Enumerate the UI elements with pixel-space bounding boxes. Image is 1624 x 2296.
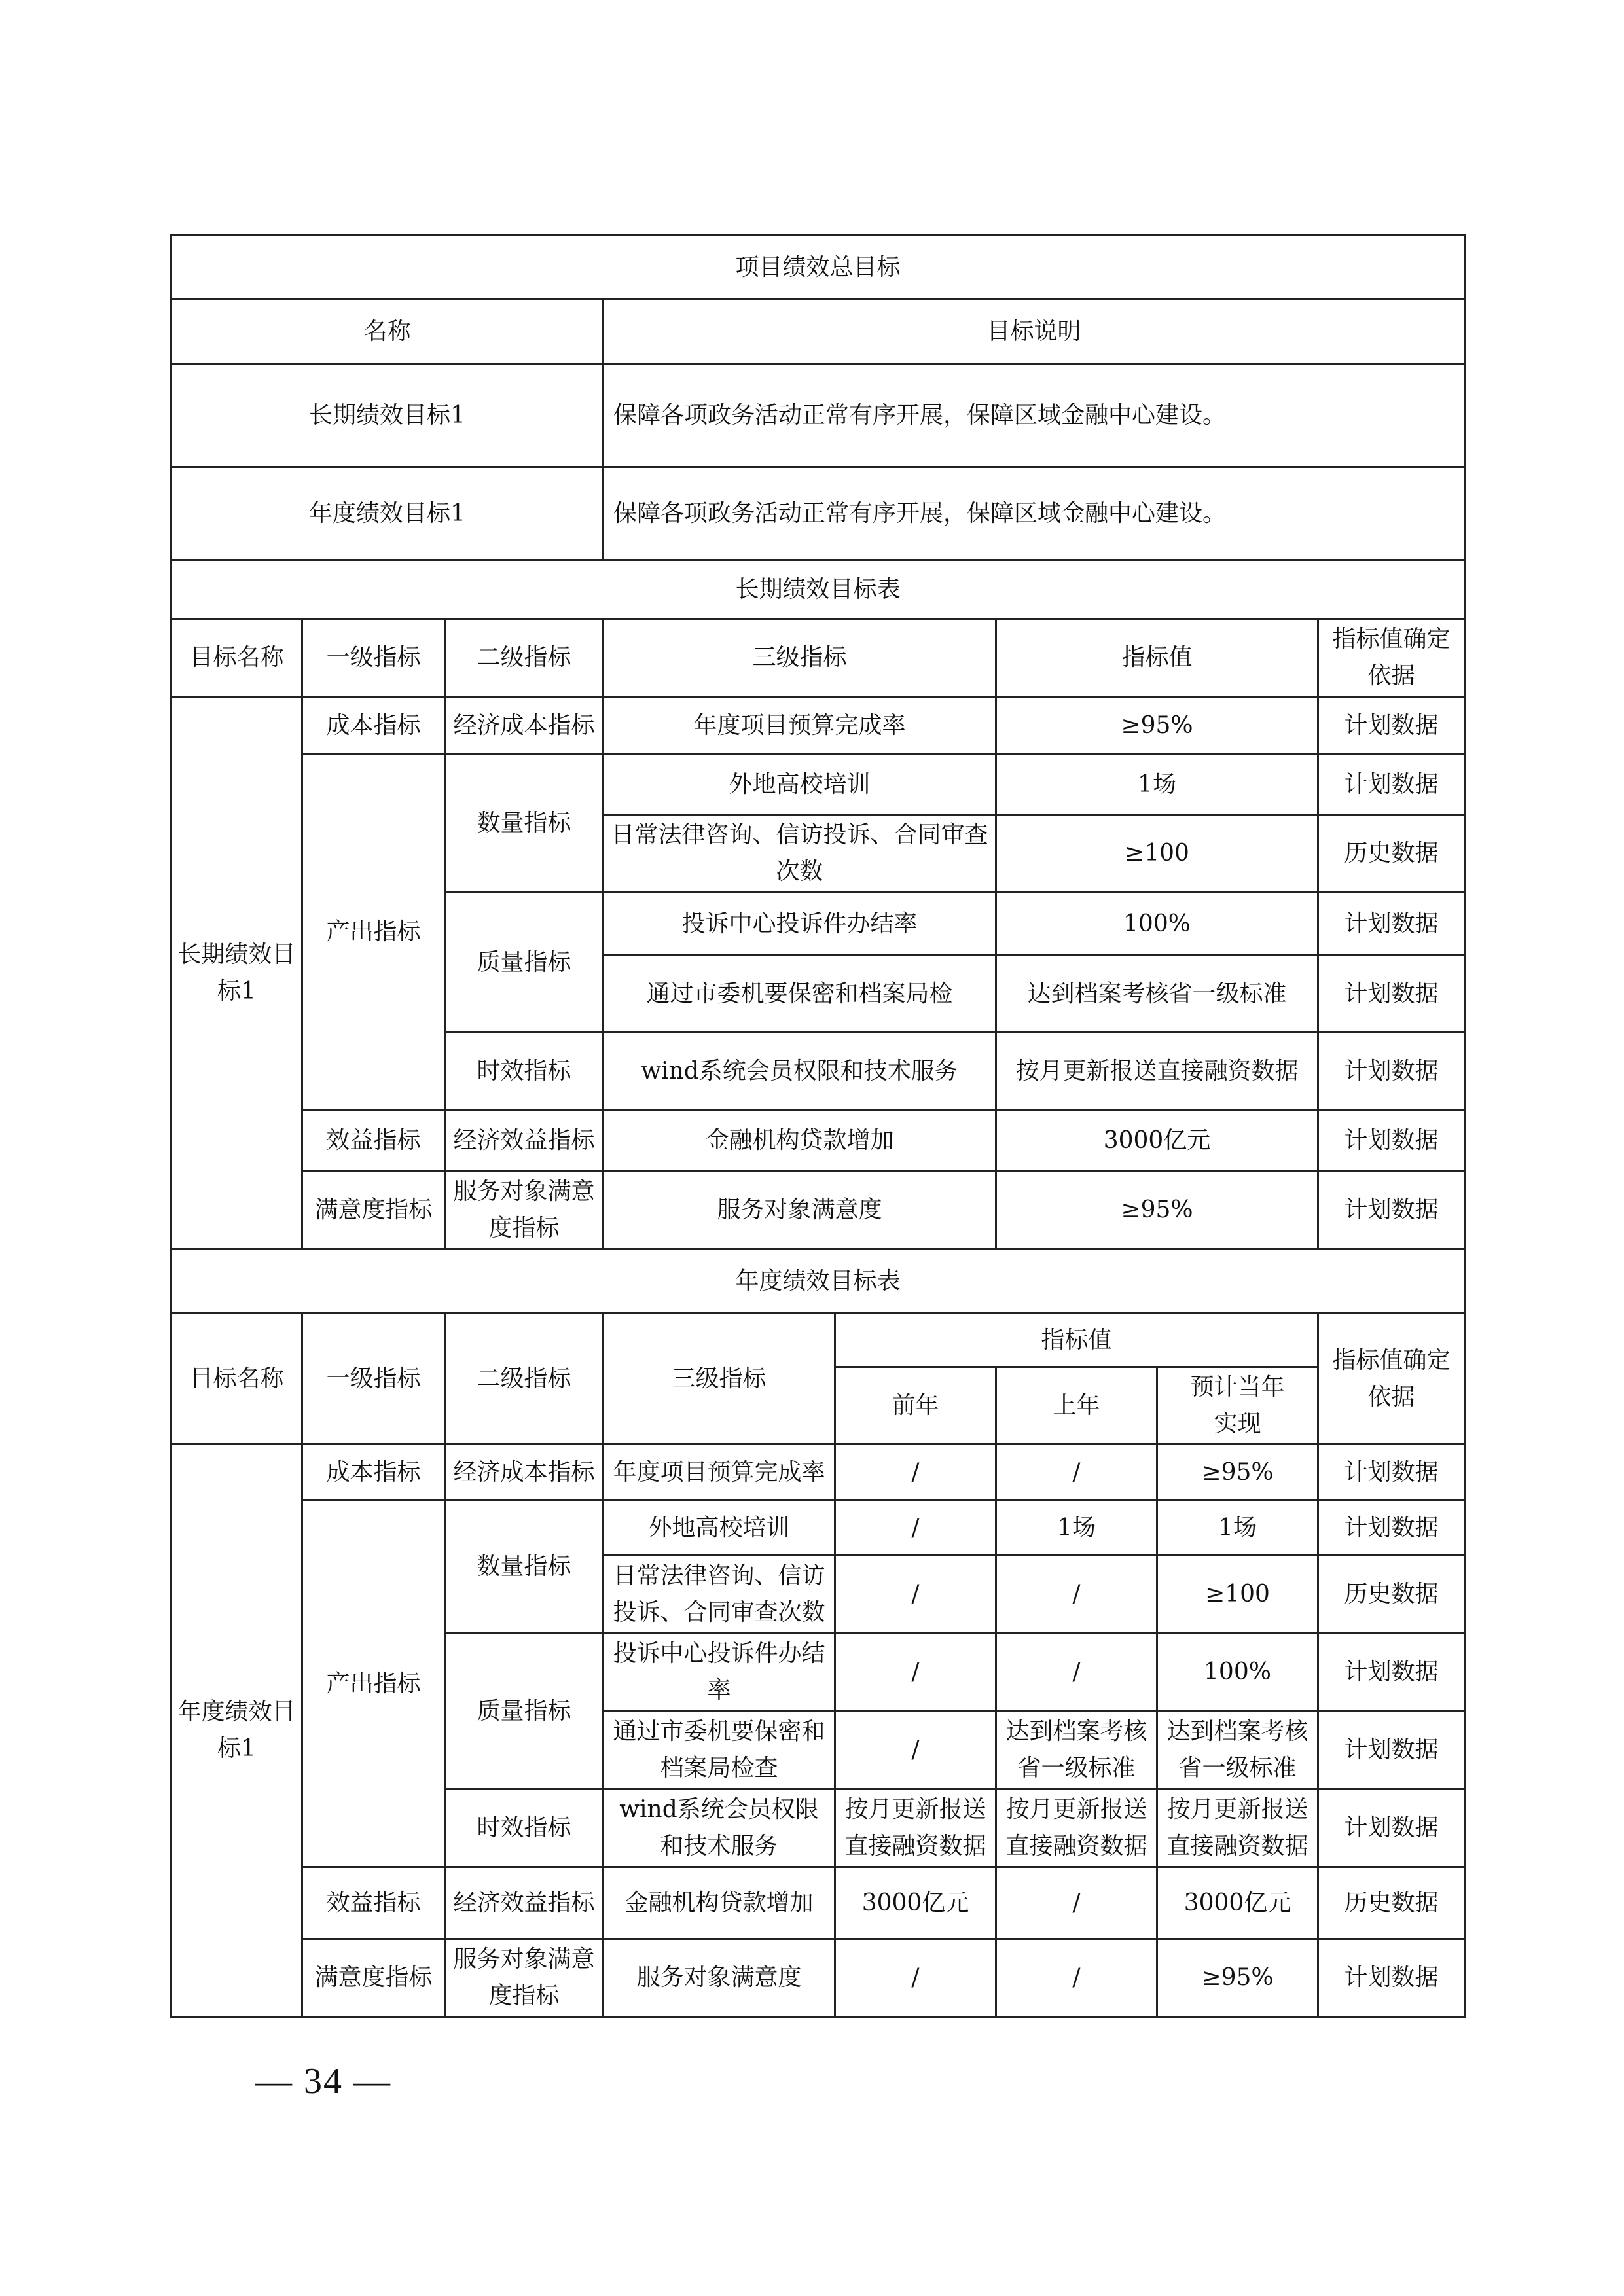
level2-cell: 数量指标 [445, 1501, 604, 1634]
value-cell: ≥95% [996, 1172, 1318, 1249]
prev1-cell: / [996, 1444, 1157, 1501]
summary-row [171, 364, 1465, 467]
level3-cell: 投诉中心投诉件办结率 [604, 1634, 835, 1712]
prev1-cell: / [996, 1634, 1157, 1712]
expected-cell: ≥95% [1157, 1939, 1318, 2017]
basis-cell: 计划数据 [1318, 893, 1465, 956]
basis-cell: 计划数据 [1318, 697, 1465, 755]
table-row [171, 1444, 1465, 1501]
prev2-cell: / [835, 1501, 996, 1556]
table-row [171, 1110, 1465, 1172]
level1-cell: 产出指标 [302, 755, 445, 1110]
header-basis: 指标值确定依据 [1318, 619, 1465, 697]
performance-goal-table [170, 234, 1466, 2018]
header-level2: 二级指标 [445, 1314, 604, 1444]
prev1-cell: 按月更新报送直接融资数据 [996, 1789, 1157, 1867]
summary-desc: 保障各项政务活动正常有序开展，保障区域金融中心建设。 [604, 364, 1465, 467]
table-row [171, 1501, 1465, 1556]
page-number: — 34 — [255, 2061, 391, 2102]
level2-cell: 经济成本指标 [445, 1444, 604, 1501]
value-cell: 按月更新报送直接融资数据 [996, 1033, 1318, 1110]
level3-cell: 外地高校培训 [604, 1501, 835, 1556]
expected-cell: ≥100 [1157, 1556, 1318, 1634]
prev2-cell: 按月更新报送直接融资数据 [835, 1789, 996, 1867]
header-level1: 一级指标 [302, 1314, 445, 1444]
level2-cell: 服务对象满意度指标 [445, 1172, 604, 1249]
prev1-cell: / [996, 1556, 1157, 1634]
basis-cell: 历史数据 [1318, 1556, 1465, 1634]
level2-cell: 经济成本指标 [445, 697, 604, 755]
prev2-cell: / [835, 1444, 996, 1501]
prev2-cell: / [835, 1939, 996, 2017]
basis-cell: 计划数据 [1318, 1501, 1465, 1556]
header-prev1: 上年 [996, 1367, 1157, 1444]
prev1-cell: / [996, 1867, 1157, 1939]
level2-cell: 时效指标 [445, 1033, 604, 1110]
table-row [171, 1172, 1465, 1249]
level3-cell: 服务对象满意度 [604, 1172, 996, 1249]
value-cell: 100% [996, 893, 1318, 956]
header-goal-name: 目标名称 [171, 1314, 302, 1444]
level1-cell: 效益指标 [302, 1867, 445, 1939]
long-term-header-row [171, 619, 1465, 697]
level3-cell: 服务对象满意度 [604, 1939, 835, 2017]
basis-cell: 计划数据 [1318, 1110, 1465, 1172]
summary-col-desc: 目标说明 [604, 300, 1465, 364]
expected-cell: 按月更新报送直接融资数据 [1157, 1789, 1318, 1867]
basis-cell: 计划数据 [1318, 1444, 1465, 1501]
level3-cell: 投诉中心投诉件办结率 [604, 893, 996, 956]
basis-cell: 计划数据 [1318, 1172, 1465, 1249]
level1-cell: 产出指标 [302, 1501, 445, 1867]
prev1-cell: 1场 [996, 1501, 1157, 1556]
expected-cell: 3000亿元 [1157, 1867, 1318, 1939]
header-prev2: 前年 [835, 1367, 996, 1444]
level2-cell: 经济效益指标 [445, 1110, 604, 1172]
summary-desc: 保障各项政务活动正常有序开展，保障区域金融中心建设。 [604, 467, 1465, 560]
summary-title: 项目绩效总目标 [171, 236, 1465, 300]
basis-cell: 计划数据 [1318, 1712, 1465, 1789]
table-row [171, 1939, 1465, 2017]
level3-cell: wind系统会员权限和技术服务 [604, 1789, 835, 1867]
header-expected: 预计当年实现 [1157, 1367, 1318, 1444]
header-goal-name: 目标名称 [171, 619, 302, 697]
table-row [171, 755, 1465, 815]
prev2-cell: 3000亿元 [835, 1867, 996, 1939]
level1-cell: 成本指标 [302, 1444, 445, 1501]
goal-name-cell: 年度绩效目标1 [171, 1444, 302, 2017]
prev2-cell: / [835, 1634, 996, 1712]
level3-cell: 日常法律咨询、信访投诉、合同审查次数 [604, 815, 996, 893]
header-level3: 三级指标 [604, 1314, 835, 1444]
level2-cell: 服务对象满意度指标 [445, 1939, 604, 2017]
expected-cell: 达到档案考核省一级标准 [1157, 1712, 1318, 1789]
prev2-cell: / [835, 1556, 996, 1634]
expected-cell: 100% [1157, 1634, 1318, 1712]
summary-row [171, 467, 1465, 560]
header-value: 指标值 [996, 619, 1318, 697]
basis-cell: 计划数据 [1318, 1033, 1465, 1110]
level3-cell: 通过市委机要保密和档案局检查 [604, 1712, 835, 1789]
level3-cell: 年度项目预算完成率 [604, 697, 996, 755]
basis-cell: 历史数据 [1318, 815, 1465, 893]
value-cell: ≥95% [996, 697, 1318, 755]
level3-cell: 金融机构贷款增加 [604, 1867, 835, 1939]
level1-cell: 效益指标 [302, 1110, 445, 1172]
table-row [171, 697, 1465, 755]
level2-cell: 质量指标 [445, 1634, 604, 1789]
summary-header-row [171, 300, 1465, 364]
level2-cell: 数量指标 [445, 755, 604, 893]
value-cell: 3000亿元 [996, 1110, 1318, 1172]
level3-cell: wind系统会员权限和技术服务 [604, 1033, 996, 1110]
level2-cell: 经济效益指标 [445, 1867, 604, 1939]
table-row [171, 1867, 1465, 1939]
annual-title: 年度绩效目标表 [171, 1249, 1465, 1314]
value-cell: 1场 [996, 755, 1318, 815]
expected-cell: ≥95% [1157, 1444, 1318, 1501]
prev1-cell: 达到档案考核省一级标准 [996, 1712, 1157, 1789]
header-basis: 指标值确定依据 [1318, 1314, 1465, 1444]
basis-cell: 计划数据 [1318, 755, 1465, 815]
summary-col-name: 名称 [171, 300, 604, 364]
header-level3: 三级指标 [604, 619, 996, 697]
level2-cell: 时效指标 [445, 1789, 604, 1867]
level3-cell: 日常法律咨询、信访投诉、合同审查次数 [604, 1556, 835, 1634]
level1-cell: 成本指标 [302, 697, 445, 755]
level1-cell: 满意度指标 [302, 1939, 445, 2017]
level1-cell: 满意度指标 [302, 1172, 445, 1249]
value-cell: 达到档案考核省一级标准 [996, 956, 1318, 1033]
header-level1: 一级指标 [302, 619, 445, 697]
basis-cell: 计划数据 [1318, 1634, 1465, 1712]
basis-cell: 计划数据 [1318, 1789, 1465, 1867]
long-term-title: 长期绩效目标表 [171, 560, 1465, 619]
annual-title-row [171, 1249, 1465, 1314]
level3-cell: 年度项目预算完成率 [604, 1444, 835, 1501]
header-level2: 二级指标 [445, 619, 604, 697]
header-value: 指标值 [835, 1314, 1318, 1367]
long-term-title-row [171, 560, 1465, 619]
summary-name: 长期绩效目标1 [171, 364, 604, 467]
summary-title-row [171, 236, 1465, 300]
level2-cell: 质量指标 [445, 893, 604, 1033]
prev2-cell: / [835, 1712, 996, 1789]
basis-cell: 计划数据 [1318, 1939, 1465, 2017]
annual-header-row [171, 1314, 1465, 1367]
level3-cell: 外地高校培训 [604, 755, 996, 815]
basis-cell: 计划数据 [1318, 956, 1465, 1033]
performance-goal-sheet [170, 234, 1464, 2018]
basis-cell: 历史数据 [1318, 1867, 1465, 1939]
prev1-cell: / [996, 1939, 1157, 2017]
level3-cell: 通过市委机要保密和档案局检 [604, 956, 996, 1033]
expected-cell: 1场 [1157, 1501, 1318, 1556]
level3-cell: 金融机构贷款增加 [604, 1110, 996, 1172]
summary-name: 年度绩效目标1 [171, 467, 604, 560]
goal-name-cell: 长期绩效目标1 [171, 697, 302, 1249]
value-cell: ≥100 [996, 815, 1318, 893]
